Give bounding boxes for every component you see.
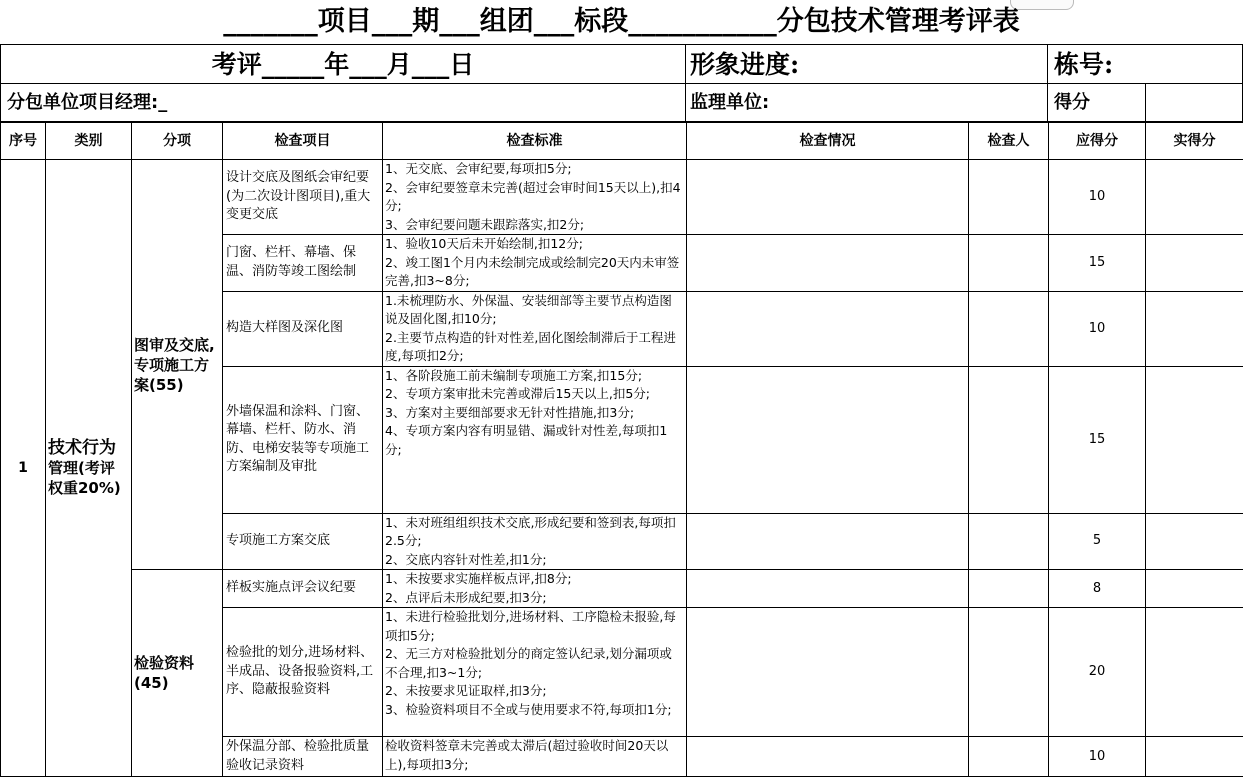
standard-cell[interactable] bbox=[383, 737, 687, 777]
standard-cell[interactable] bbox=[383, 366, 687, 513]
standard-line: 1、无交底、会审纪要,每项扣5分; bbox=[385, 160, 684, 179]
col-category[interactable]: 类别 bbox=[46, 123, 132, 160]
situation-cell[interactable] bbox=[687, 737, 969, 777]
header-row bbox=[1, 123, 1243, 160]
supervisor-cell[interactable] bbox=[686, 84, 1048, 122]
inspector-cell[interactable] bbox=[969, 291, 1049, 366]
actual-score-cell[interactable] bbox=[1146, 608, 1243, 737]
inspector-cell[interactable] bbox=[969, 235, 1049, 292]
due-score-cell[interactable]: 15 bbox=[1049, 366, 1146, 513]
inspector-cell[interactable] bbox=[969, 737, 1049, 777]
standard-line: 1、未按要求实施样板点评,扣8分; bbox=[385, 570, 684, 589]
progress-label: 形象进度: bbox=[690, 50, 799, 79]
check-item[interactable]: 门窗、栏杆、幕墙、保温、消防等竣工图绘制 bbox=[223, 235, 383, 292]
due-score-cell[interactable]: 5 bbox=[1049, 513, 1146, 570]
score-value-cell[interactable] bbox=[1146, 84, 1243, 122]
standard-line: 1、验收10天后未开始绘制,扣12分; bbox=[385, 235, 684, 254]
col-inspector[interactable]: 检查人 bbox=[969, 123, 1049, 160]
score-label-cell[interactable] bbox=[1048, 84, 1146, 122]
due-score-cell[interactable]: 10 bbox=[1049, 160, 1146, 235]
table-row bbox=[1, 570, 1243, 608]
standard-line: 检收资料签章未完善或太滞后(超过验收时间20天以上),每项扣3分; bbox=[385, 737, 684, 774]
building-label: 栋号: bbox=[1054, 50, 1113, 79]
situation-cell[interactable] bbox=[687, 608, 969, 737]
check-item[interactable]: 专项施工方案交底 bbox=[223, 513, 383, 570]
category-cell[interactable] bbox=[46, 160, 132, 777]
inspector-cell[interactable] bbox=[969, 160, 1049, 235]
actual-score-cell[interactable] bbox=[1146, 570, 1243, 608]
situation-cell[interactable] bbox=[687, 235, 969, 292]
standard-cell[interactable] bbox=[383, 570, 687, 608]
manager-label: 分包单位项目经理:_ bbox=[7, 92, 167, 113]
standard-line: 1、各阶段施工前未编制专项施工方案,扣15分; bbox=[385, 367, 684, 386]
standard-line: 2.主要节点构造的针对性差,固化图绘制滞后于工程进度,每项扣2分; bbox=[385, 329, 684, 366]
col-actual-score[interactable]: 实得分 bbox=[1146, 123, 1243, 160]
standard-line: 2、交底内容针对性差,扣1分; bbox=[385, 551, 684, 570]
standard-cell[interactable] bbox=[383, 235, 687, 292]
actual-score-cell[interactable] bbox=[1146, 513, 1243, 570]
due-score-cell[interactable]: 15 bbox=[1049, 235, 1146, 292]
standard-line: 1.未梳理防水、外保温、安装细部等主要节点构造图说及固化图,扣10分; bbox=[385, 292, 684, 329]
situation-cell[interactable] bbox=[687, 570, 969, 608]
actual-score-cell[interactable] bbox=[1146, 737, 1243, 777]
table-row bbox=[1, 160, 1243, 235]
situation-cell[interactable] bbox=[687, 513, 969, 570]
actual-score-cell[interactable] bbox=[1146, 291, 1243, 366]
standard-cell[interactable] bbox=[383, 291, 687, 366]
situation-cell[interactable] bbox=[687, 366, 969, 513]
col-subitem[interactable]: 分项 bbox=[132, 123, 223, 160]
check-item[interactable]: 构造大样图及深化图 bbox=[223, 291, 383, 366]
actual-score-cell[interactable] bbox=[1146, 366, 1243, 513]
due-score-cell[interactable]: 8 bbox=[1049, 570, 1146, 608]
manager-cell[interactable] bbox=[0, 84, 686, 122]
situation-cell[interactable] bbox=[687, 160, 969, 235]
col-standard[interactable]: 检查标准 bbox=[383, 123, 687, 160]
standard-line: 2、竣工图1个月内未绘制完成或绘制完20天内未审签完善,扣3~8分; bbox=[385, 254, 684, 291]
standard-line: 3、会审纪要问题未跟踪落实,扣2分; bbox=[385, 216, 684, 235]
subitem-cell-2[interactable]: 检验资料(45) bbox=[132, 570, 223, 777]
check-item[interactable]: 外墙保温和涂料、门窗、幕墙、栏杆、防水、消防、电梯安装等专项施工方案编制及审批 bbox=[223, 366, 383, 513]
situation-cell[interactable] bbox=[687, 291, 969, 366]
standard-line: 2、会审纪要签章未完善(超过会审时间15天以上),扣4分; bbox=[385, 179, 684, 216]
check-item[interactable]: 样板实施点评会议纪要 bbox=[223, 570, 383, 608]
building-cell[interactable] bbox=[1048, 44, 1243, 84]
check-item[interactable]: 检验批的划分,进场材料、半成品、设备报验资料,工序、隐蔽报验资料 bbox=[223, 608, 383, 737]
standard-line: 3、方案对主要细部要求无针对性措施,扣3分; bbox=[385, 404, 684, 423]
inspector-cell[interactable] bbox=[969, 608, 1049, 737]
check-item[interactable]: 设计交底及图纸会审纪要(为二次设计图项目),重大变更交底 bbox=[223, 160, 383, 235]
progress-cell[interactable] bbox=[686, 44, 1048, 84]
category-main: 技术行为 bbox=[48, 438, 116, 458]
col-due-score[interactable]: 应得分 bbox=[1049, 123, 1146, 160]
standard-line: 2、专项方案审批未完善或滞后15天以上,扣5分; bbox=[385, 385, 684, 404]
check-item[interactable]: 外保温分部、检验批质量验收记录资料 bbox=[223, 737, 383, 777]
standard-cell[interactable] bbox=[383, 513, 687, 570]
due-score-cell[interactable]: 10 bbox=[1049, 737, 1146, 777]
date-line-cell[interactable] bbox=[0, 44, 686, 84]
inspector-cell[interactable] bbox=[969, 513, 1049, 570]
standard-line: 2、点评后未形成纪要,扣3分; bbox=[385, 589, 684, 608]
col-check-item[interactable]: 检查项目 bbox=[223, 123, 383, 160]
col-situation[interactable]: 检查情况 bbox=[687, 123, 969, 160]
date-line: 考评_____年___月___日 bbox=[212, 50, 475, 79]
score-label: 得分 bbox=[1054, 92, 1090, 113]
standard-line: 1、未对班组组织技术交底,形成纪要和签到表,每项扣2.5分; bbox=[385, 514, 684, 551]
standard-line: 1、未进行检验批划分,进场材料、工序隐检未报验,每项扣5分; bbox=[385, 608, 684, 645]
standard-line: 2、未按要求见证取样,扣3分; bbox=[385, 682, 684, 701]
actual-score-cell[interactable] bbox=[1146, 160, 1243, 235]
supervisor-label: 监理单位: bbox=[690, 92, 769, 113]
due-score-cell[interactable]: 10 bbox=[1049, 291, 1146, 366]
standard-line: 4、专项方案内容有明显错、漏或针对性差,每项扣1分; bbox=[385, 422, 684, 459]
actual-score-cell[interactable] bbox=[1146, 235, 1243, 292]
subitem-cell-1[interactable]: 图审及交底,专项施工方案(55) bbox=[132, 160, 223, 570]
inspector-cell[interactable] bbox=[969, 570, 1049, 608]
category-rest: 管理(考评权重20%) bbox=[48, 459, 121, 497]
col-seq[interactable]: 序号 bbox=[1, 123, 46, 160]
standard-line: 2、无三方对检验批划分的商定签认纪录,划分漏项或不合理,扣3~1分; bbox=[385, 645, 684, 682]
form-title: _______项目___期___组团___标段___________分包技术管理考评表 bbox=[0, 0, 1243, 44]
standard-cell[interactable] bbox=[383, 608, 687, 737]
standard-cell[interactable] bbox=[383, 160, 687, 235]
inspector-cell[interactable] bbox=[969, 366, 1049, 513]
due-score-cell[interactable]: 20 bbox=[1049, 608, 1146, 737]
standard-line: 3、检验资料项目不全或与使用要求不符,每项扣1分; bbox=[385, 701, 684, 720]
seq-cell[interactable]: 1 bbox=[1, 160, 46, 777]
evaluation-table bbox=[0, 122, 1243, 777]
